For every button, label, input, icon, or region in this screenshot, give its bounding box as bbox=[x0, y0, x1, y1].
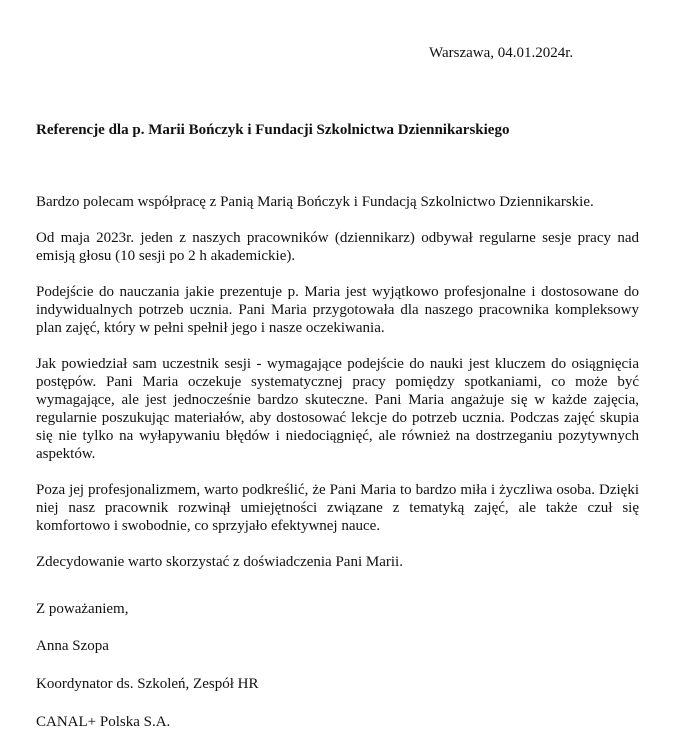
letter-date: Warszawa, 04.01.2024r. bbox=[429, 45, 574, 61]
signatory-position: Koordynator ds. Szkoleń, Zespół HR bbox=[36, 676, 259, 692]
signatory-name: Anna Szopa bbox=[36, 638, 109, 654]
letter-body bbox=[36, 193, 639, 589]
letter-title: Referencje dla p. Marii Bończyk i Fundacji Szkolnictwa Dziennikarskiego bbox=[36, 122, 510, 138]
paragraph-participant-opinion: Jak powiedział sam uczestnik sesji - wymagające podejście do nauki jest kluczem do osiągnięcia postępów. Pani Maria oczekuje systematycznej pracy pomiędzy spotkaniami, co może być wymagające, ale jest jednocześnie bardzo skuteczne. Pani Maria angażuje się w każde zajęcia, regularnie poszukując materiałów, aby dostosować lekcje do potrzeb ucznia. Podczas zajęć skupia się nie tylko na wyłapywaniu błędów i niedociągnięć, ale również na dostrzeganiu pozytywnych aspektów. bbox=[36, 356, 639, 462]
paragraph-sessions: Od maja 2023r. jeden z naszych pracowników (dziennikarz) odbywał regularne sesje pracy nad emisją głosu (10 sesji po 2 h akademickie). bbox=[36, 230, 639, 264]
signatory-company: CANAL+ Polska S.A. bbox=[36, 714, 171, 730]
paragraph-conclusion: Zdecydowanie warto skorzystać z doświadczenia Pani Marii. bbox=[36, 554, 403, 570]
paragraph-approach: Podejście do nauczania jakie prezentuje p. Maria jest wyjątkowo profesjonalne i dostosowane do indywidualnych potrzeb ucznia. Pani Maria przygotowała dla naszego pracownika kompleksowy plan zajęć, który w pełni spełnił jego i nasze oczekiwania. bbox=[36, 284, 639, 336]
paragraph-recommendation: Bardzo polecam współpracę z Panią Marią Bończyk i Fundacją Szkolnictwo Dziennikarskie. bbox=[36, 194, 594, 210]
closing-salutation: Z poważaniem, bbox=[36, 601, 129, 617]
paragraph-personality: Poza jej profesjonalizmem, warto podkreślić, że Pani Maria to bardzo miła i życzliwa osoba. Dzięki niej nasz pracownik rozwinął umiejętności związane z tematyką zajęć, ale także czuł się komfortowo i swobodnie, co sprzyjało efektywnej nauce. bbox=[36, 482, 639, 534]
